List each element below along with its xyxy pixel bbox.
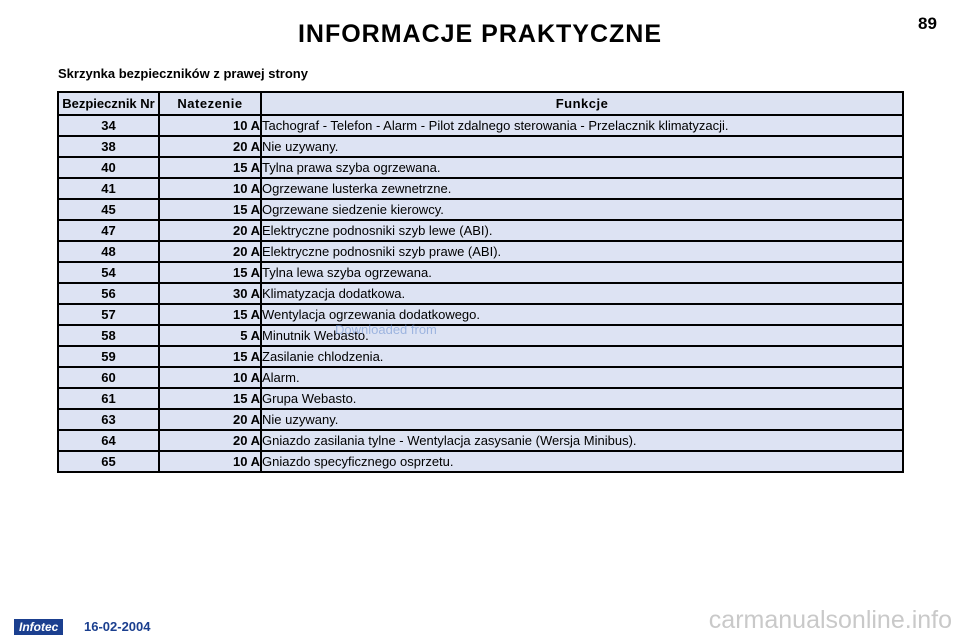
fuse-amperage: 20 A: [159, 241, 261, 262]
fuse-number: 38: [58, 136, 159, 157]
fuse-function: Ogrzewane lusterka zewnetrzne.: [261, 178, 903, 199]
site-watermark: carmanualsonline.info: [708, 606, 952, 634]
fuse-function: Elektryczne podnosniki szyb lewe (ABI).: [261, 220, 903, 241]
fuse-function: Minutnik Webasto.: [261, 325, 903, 346]
fuse-number: 41: [58, 178, 159, 199]
fuse-function: Tylna lewa szyba ogrzewana.: [261, 262, 903, 283]
fuse-amperage: 15 A: [159, 262, 261, 283]
fuse-amperage: 10 A: [159, 115, 261, 136]
fuse-number: 45: [58, 199, 159, 220]
fuse-number: 59: [58, 346, 159, 367]
fuse-number: 63: [58, 409, 159, 430]
fuse-amperage: 10 A: [159, 367, 261, 388]
table-header-row: [58, 92, 903, 115]
table-row: [58, 388, 903, 409]
fuse-amperage: 20 A: [159, 220, 261, 241]
fuse-function: Klimatyzacja dodatkowa.: [261, 283, 903, 304]
fuse-number: 65: [58, 451, 159, 472]
fuse-function: Zasilanie chlodzenia.: [261, 346, 903, 367]
fuse-number: 56: [58, 283, 159, 304]
fuse-amperage: 20 A: [159, 430, 261, 451]
column-header-functions: Funkcje: [261, 92, 903, 115]
page-title: INFORMACJE PRAKTYCZNE: [297, 20, 663, 48]
fuse-number: 57: [58, 304, 159, 325]
fuse-function: Gniazdo zasilania tylne - Wentylacja zasysanie (Wersja Minibus).: [261, 430, 903, 451]
fuse-function: Nie uzywany.: [261, 409, 903, 430]
fuse-number: 60: [58, 367, 159, 388]
fuse-function: Alarm.: [261, 367, 903, 388]
fuse-number: 47: [58, 220, 159, 241]
page-number: 89: [918, 14, 937, 33]
fuse-amperage: 10 A: [159, 178, 261, 199]
fuse-amperage: 10 A: [159, 451, 261, 472]
fuse-amperage: 15 A: [159, 157, 261, 178]
fuse-amperage: 15 A: [159, 199, 261, 220]
table-row: [58, 409, 903, 430]
fuse-amperage: 30 A: [159, 283, 261, 304]
column-header-amperage: Natezenie: [159, 92, 261, 115]
fuse-amperage: 20 A: [159, 409, 261, 430]
fuse-function: Tylna prawa szyba ogrzewana.: [261, 157, 903, 178]
fuse-amperage: 20 A: [159, 136, 261, 157]
table-row: [58, 283, 903, 304]
table-row: [58, 430, 903, 451]
fuse-function: Nie uzywany.: [261, 136, 903, 157]
table-row: [58, 157, 903, 178]
fuse-amperage: 15 A: [159, 388, 261, 409]
table-row: [58, 262, 903, 283]
fuse-number: 54: [58, 262, 159, 283]
section-title: Skrzynka bezpieczników z prawej strony: [58, 66, 308, 81]
column-header-fuse-number: Bezpiecznik Nr: [58, 92, 159, 115]
fuse-function: Gniazdo specyficznego osprzetu.: [261, 451, 903, 472]
table-row: [58, 451, 903, 472]
fuse-number: 64: [58, 430, 159, 451]
fuse-number: 58: [58, 325, 159, 346]
table-row: [58, 199, 903, 220]
table-row: [58, 367, 903, 388]
table-row: [58, 220, 903, 241]
fuse-number: 40: [58, 157, 159, 178]
fuse-number: 48: [58, 241, 159, 262]
table-row: [58, 178, 903, 199]
footer-date: 16-02-2004: [84, 619, 151, 634]
infotec-logo: Infotec: [14, 619, 63, 635]
fuse-amperage: 15 A: [159, 346, 261, 367]
table-row: [58, 241, 903, 262]
table-row: [58, 325, 903, 346]
fuse-amperage: 5 A: [159, 325, 261, 346]
fuse-function: Wentylacja ogrzewania dodatkowego.: [261, 304, 903, 325]
table-row: [58, 346, 903, 367]
fuse-function: Ogrzewane siedzenie kierowcy.: [261, 199, 903, 220]
table-row: [58, 136, 903, 157]
fuse-table: [57, 91, 904, 473]
table-row: [58, 115, 903, 136]
fuse-function: Elektryczne podnosniki szyb prawe (ABI).: [261, 241, 903, 262]
fuse-number: 34: [58, 115, 159, 136]
fuse-function: Grupa Webasto.: [261, 388, 903, 409]
fuse-function: Tachograf - Telefon - Alarm - Pilot zdalnego sterowania - Przelacznik klimatyzacji.: [261, 115, 903, 136]
overlay-watermark: Downloaded from: [335, 322, 437, 337]
table-row: [58, 304, 903, 325]
fuse-number: 61: [58, 388, 159, 409]
fuse-amperage: 15 A: [159, 304, 261, 325]
